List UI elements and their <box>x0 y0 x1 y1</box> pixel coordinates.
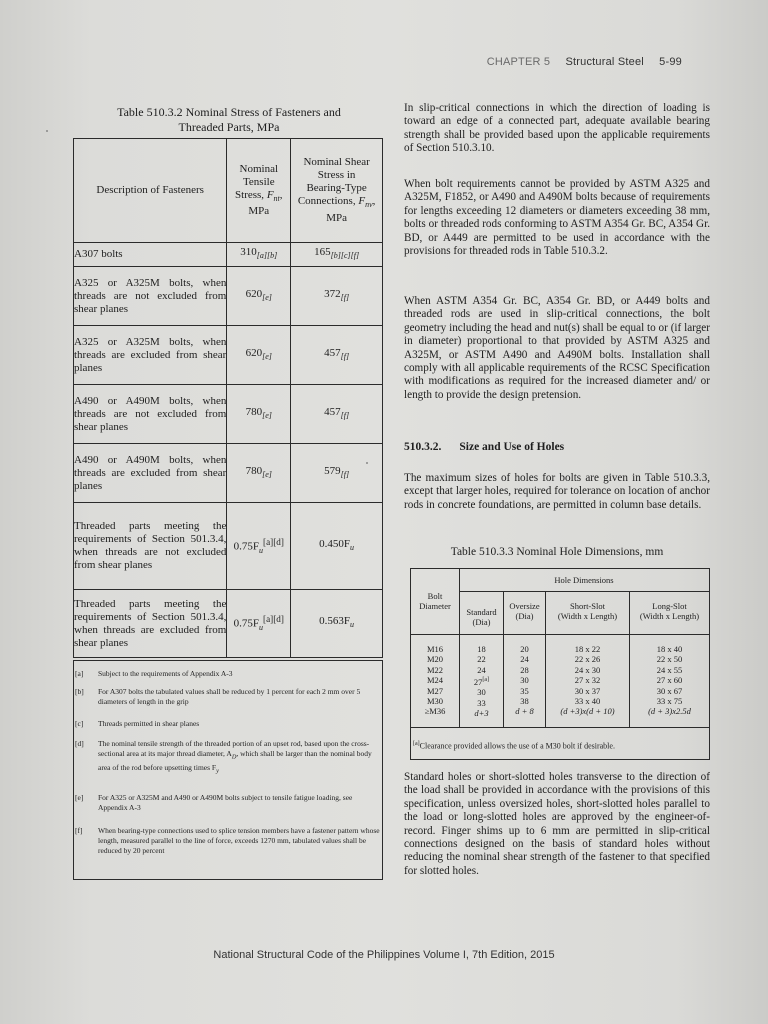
header-chapter: CHAPTER 5 <box>486 56 551 68</box>
header-hole-dimensions: Hole Dimensions <box>554 575 614 585</box>
table-510-3-3-caption: Table 510.3.3 Nominal Hole Dimensions, mm <box>450 546 664 558</box>
table-footnote: [a]Clearance provided allows the use of a M30 bolt if desirable. <box>413 741 615 751</box>
table-row: A325 or A325M bolts, when threads are not excluded from shear planes $620_{[e]}$ $372_{[f]}$ <box>74 267 383 326</box>
running-header <box>487 56 682 68</box>
table-note: [b] For A307 bolts the tabulated values shall be reduced by 1 percent for each 2 mm over 5 diameters of length in the grip <box>75 687 361 706</box>
table-510-3-2 <box>73 138 383 658</box>
column-bolt: M16 M20 M22 M24 M27 M30 ≥M36 <box>424 644 446 717</box>
scan-speck <box>46 130 48 132</box>
paragraph: Standard holes or short-slotted holes transverse to the direction of the load shall be provided in accordance with the provisions of this specification, unless oversized holes, short-slotted holes parallel to the load or long-slotted holes are approved by the engineer-of-record. Finger shims up to 6 mm are permitted in slip-critical connections designed on the basis of standard holes without reducing the nominal shear strength of the fastener to that specified for slotted holes. <box>404 771 710 877</box>
page-footer: National Structural Code of the Philippines Volume I, 7th Edition, 2015 <box>213 949 555 961</box>
table-row: Threaded parts meeting the requirements of Section 501.3.4, when threads are not excluded from shear planes $0.75F_u[a][d]$ $0.450F_u$ <box>74 503 383 590</box>
table-note: [a] Subject to the requirements of Appendix A-3 <box>75 669 233 678</box>
paragraph: When ASTM A354 Gr. BC, A354 Gr. BD, or A449 bolts and threaded rods are used in slip-critical connections, the bolt geometry including the head and nut(s) shall be equal to or (if larger in diameter) proportional to that provided by ASTM A325 and A325M, or ASTM A490 and A490M bolts. Installation shall comply with all applicable requirements of the RCSC Specification with modifications as required for the increased diameter and/ or length to provide the design pretension. <box>404 295 710 401</box>
header-page-number: 5-99 <box>659 56 682 68</box>
paragraph: When bolt requirements cannot be provided by ASTM A325 and A325M, F1852, or A490 and A490M bolts because of requirements for lengths exceeding 12 diameters or diameters exceeding 38 mm, bolts or threaded rods conforming to ASTM A354 Gr. BC, A354 Gr. BD, or A449 are permitted to be used in accordance with the provisions for threaded rods in Table 510.3.2. <box>404 178 710 258</box>
column-standard: 18 22 24 27[a] 30 33 d+3 <box>473 644 490 719</box>
header-short-slot: Short-Slot (Width x Length) <box>557 601 618 621</box>
column-oversize: 20 24 28 30 35 38 d + 8 <box>515 644 534 717</box>
header-section: Structural Steel <box>565 56 644 68</box>
column-short-slot: 18 x 22 22 x 26 24 x 30 27 x 32 30 x 37 33 x 40 (d +3)x(d + 10) <box>560 644 615 717</box>
header-description: Description of Fasteners <box>74 139 227 243</box>
table-row: A490 or A490M bolts, when threads are excluded from shear planes $780_{[e]}$ $579_{[f]}$ <box>74 444 383 503</box>
column-long-slot: 18 x 40 22 x 50 24 x 55 27 x 60 30 x 67 33 x 75 (d + 3)x2.5d <box>648 644 691 717</box>
table-note: [c] Threads permitted in shear planes <box>75 719 200 728</box>
table-header-row <box>74 139 383 243</box>
header-long-slot: Long-Slot (Width x Length) <box>639 601 700 621</box>
header-tensile: Nominal Tensile Stress, $F_{nt}$, MPa <box>227 139 291 243</box>
table-note: [d] The nominal tensile strength of the threaded portion of an upset rod, based upon the cross-sectional area at its major thread diameter, $A_D$, which shall be larger than the nominal body area of the rod before upsetting times $F_y$ <box>75 739 372 774</box>
table-row: A490 or A490M bolts, when threads are not excluded from shear planes $780_{[e]}$ $457_{[f]}$ <box>74 385 383 444</box>
table-510-3-2-caption: Table 510.3.2 Nominal Stress of Fasteners and Threaded Parts, MPa <box>117 105 341 134</box>
table-row: A325 or A325M bolts, when threads are excluded from shear planes $620_{[e]}$ $457_{[f]}$ <box>74 326 383 385</box>
table-row: Threaded parts meeting the requirements of Section 501.3.4, when threads are excluded from shear planes $0.75F_u[a][d]$ $0.563F_u$ <box>74 590 383 658</box>
table-note: [f] When bearing-type connections used to splice tension members have a fastener pattern whose length, measured parallel to the line of force, exceeds 1270 mm, tabulated values shall be reduced by 20 percent <box>75 826 380 855</box>
paragraph: In slip-critical connections in which the direction of loading is toward an edge of a connected part, adequate available bearing strength shall be provided based upon the applicable requirements of Section 510.3.10. <box>404 102 710 155</box>
table-note: [e] For A325 or A325M and A490 or A490M bolts subject to tensile fatigue loading, see Appendix A-3 <box>75 793 353 812</box>
table-510-3-3 <box>410 568 710 760</box>
section-heading: 510.3.2. Size and Use of Holes <box>404 441 565 453</box>
header-bolt-diameter: Bolt Diameter <box>419 591 451 611</box>
header-shear: Nominal Shear Stress in Bearing-Type Connections, $F_{nv}$, MPa <box>291 139 383 243</box>
header-oversize: Oversize (Dia) <box>509 601 540 621</box>
table-notes <box>73 660 383 880</box>
paragraph: The maximum sizes of holes for bolts are given in Table 510.3.3, except that larger holes, required for tolerance on location of anchor rods in concrete foundations, are permitted in column base details. <box>404 472 710 511</box>
header-standard: Standard (Dia) <box>466 607 497 627</box>
table-row: A307 bolts $310_{[a][b]}$ $165_{[b][c][f]}$ <box>74 243 383 267</box>
scan-speck <box>366 462 368 464</box>
